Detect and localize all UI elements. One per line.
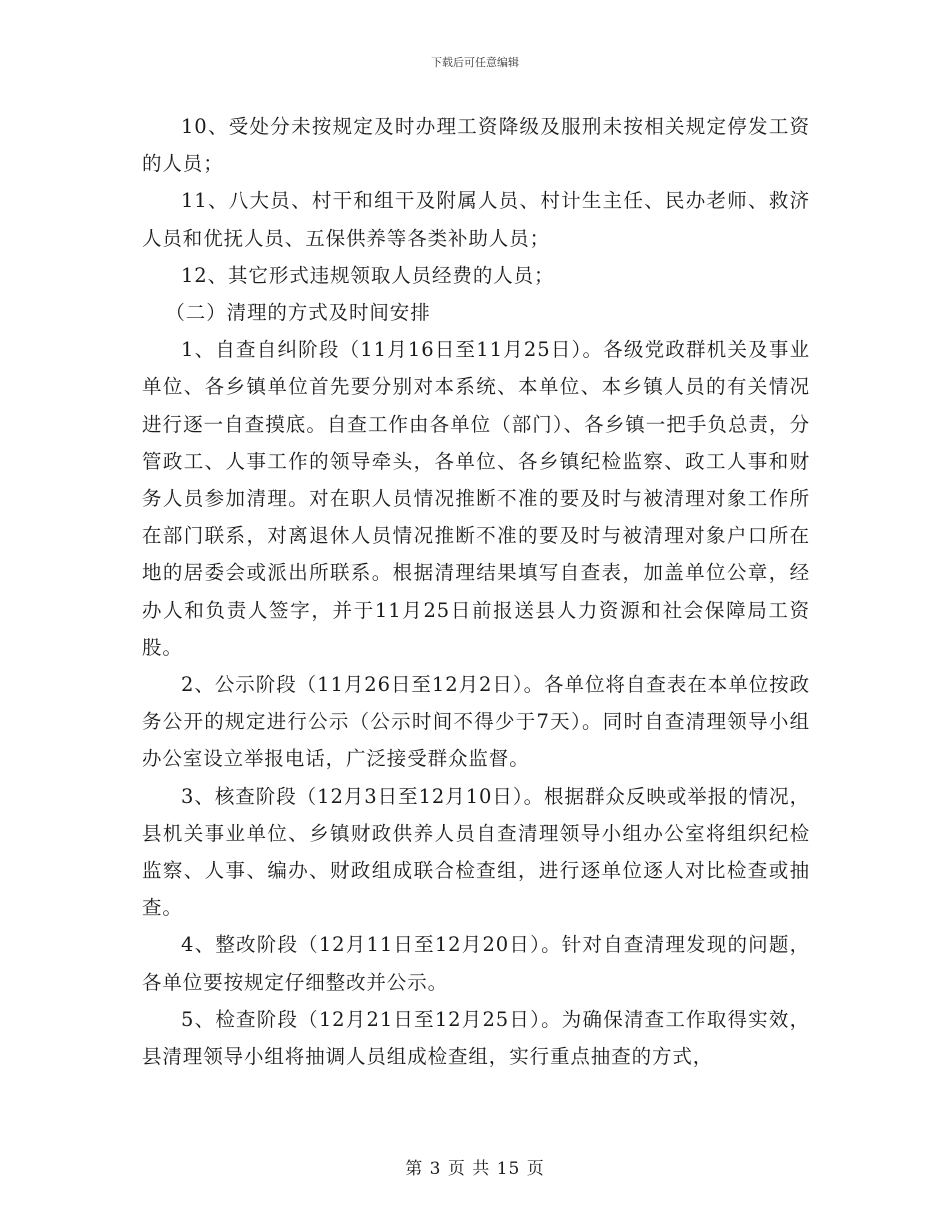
stage-publicity: 2、公示阶段（11月26日至12月2日）。各单位将自查表在本单位按政务公开的规定进行公示（公示时间不得少于7天）。同时自查清理领导小组办公室设立举报电话，广泛接受群众监督。 <box>142 673 810 771</box>
section-heading: （二）清理的方式及时间安排 <box>165 301 431 325</box>
list-item-12: 12、其它形式违规领取人员经费的人员； <box>181 263 555 287</box>
page-header-note: 下载后可任意编辑 <box>431 56 519 69</box>
stage-verification: 3、核查阶段（12月3日至12月10日）。根据群众反映或举报的情况，县机关事业单位、乡镇财政供养人员自查清理领导小组办公室将组织纪检监察、人事、编办、财政组成联合检查组，进行逐单位逐人对比检查或抽查。 <box>142 784 810 920</box>
stage-self-check: 1、自查自纠阶段（11月16日至11月25日）。各级党政群机关及事业单位、各乡镇单位首先要分别对本系统、本单位、本乡镇人员的有关情况进行逐一自查摸底。自查工作由各单位（部门）、各乡镇一把手负总责，分管政工、人事工作的领导牵头，各单位、各乡镇纪检监察、政工人事和财务人员参加清理。对在职人员情况推断不准的要及时与被清理对象工作所在部门联系，对离退休人员情况推断不准的要及时与被清理对象户口所在地的居委会或派出所联系。根据清理结果填写自查表，加盖单位公章，经办人和负责人签字，并于11月25日前报送县人力资源和社会保障局工资股。 <box>142 338 810 659</box>
page-number: 第 3 页 共 15 页 <box>405 1159 545 1179</box>
document-body <box>142 108 810 1075</box>
stage-inspection: 5、检查阶段（12月21日至12月25日）。为确保清查工作取得实效，县清理领导小组将抽调人员组成检查组，实行重点抽查的方式， <box>142 1007 810 1069</box>
list-item-11: 11、八大员、村干和组干及附属人员、村计生主任、民办老师、救济人员和优抚人员、五保供养等各类补助人员； <box>142 189 810 250</box>
list-item-10: 10、受处分未按规定及时办理工资降级及服刑未按相关规定停发工资的人员； <box>142 115 810 176</box>
stage-rectification: 4、整改阶段（12月11日至12月20日）。针对自查清理发现的问题，各单位要按规定仔细整改并公示。 <box>142 933 810 994</box>
